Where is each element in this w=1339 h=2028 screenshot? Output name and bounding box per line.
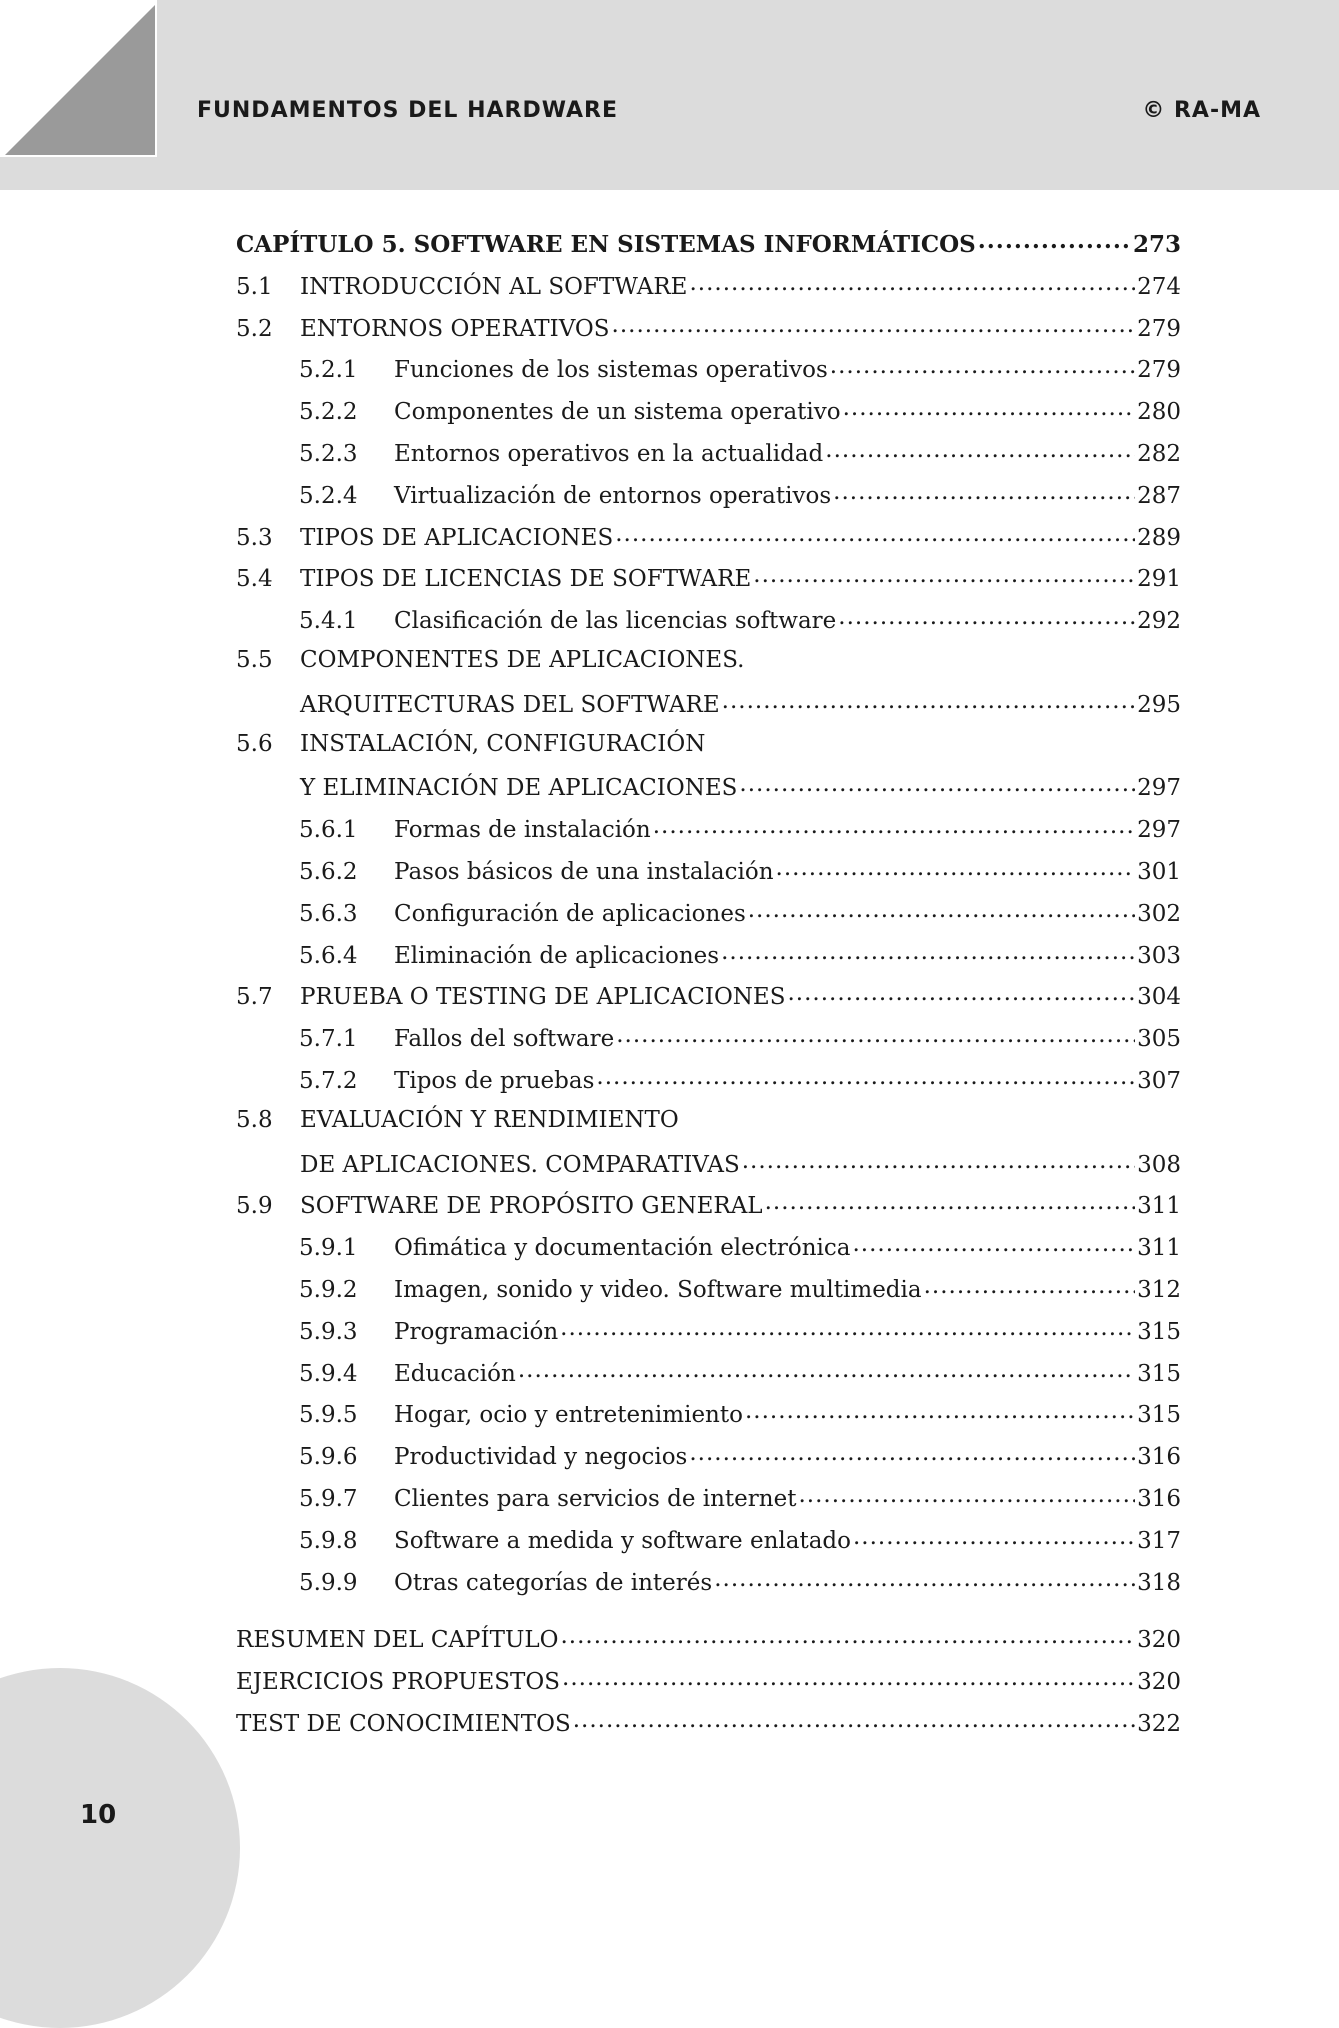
toc-entry-page: 301: [1137, 858, 1181, 885]
table-of-contents: [236, 229, 1181, 1750]
toc-chapter-row[interactable]: [236, 229, 1181, 271]
toc-subentry-row[interactable]: [236, 814, 1181, 856]
toc-subentry-row[interactable]: [236, 1399, 1181, 1441]
toc-leader-dots: [573, 1708, 1135, 1731]
toc-entry-number: 5.9.6: [299, 1444, 358, 1471]
toc-entry-title: Ofimática y documentación electrónica: [394, 1235, 851, 1262]
toc-entry-row-continued[interactable]: [236, 689, 1181, 731]
toc-entry-page: 295: [1137, 691, 1181, 718]
toc-entry-page: 312: [1137, 1276, 1181, 1303]
page-header-band: [0, 0, 1339, 190]
toc-entry-title: Clientes para servicios de internet: [394, 1485, 797, 1512]
toc-entry-page: 280: [1137, 399, 1181, 426]
toc-entry-row[interactable]: [236, 1190, 1181, 1232]
toc-entry-title-continued: DE APLICACIONES. COMPARATIVAS: [300, 1151, 740, 1178]
toc-entry-title: Configuración de aplicaciones: [394, 900, 746, 927]
toc-entry-title: Virtualización de entornos operativos: [394, 482, 832, 509]
running-header-title: FUNDAMENTOS DEL HARDWARE: [197, 98, 619, 123]
toc-leader-dots: [776, 856, 1136, 879]
toc-entry-page: 304: [1137, 984, 1181, 1011]
toc-leader-dots: [787, 981, 1135, 1004]
toc-entry-page: 292: [1137, 608, 1181, 635]
toc-entry-page: 315: [1137, 1360, 1181, 1387]
toc-entry-number: 5.9.8: [299, 1527, 358, 1554]
toc-entry-number: 5.2.1: [299, 357, 358, 384]
toc-leader-dots: [838, 605, 1135, 628]
toc-entry-page: 287: [1137, 482, 1181, 509]
toc-entry-number: 5.3: [236, 524, 273, 551]
toc-entry-title: ENTORNOS OPERATIVOS: [300, 315, 610, 342]
toc-closing-page: 320: [1137, 1627, 1181, 1654]
toc-entry-title-continued: ARQUITECTURAS DEL SOFTWARE: [300, 691, 720, 718]
toc-leader-dots: [518, 1358, 1135, 1381]
toc-leader-dots: [753, 563, 1135, 586]
toc-leader-dots: [843, 396, 1136, 419]
toc-leader-dots: [833, 480, 1135, 503]
toc-entry-number: 5.4: [236, 566, 273, 593]
toc-subentry-row[interactable]: [236, 1483, 1181, 1525]
toc-entry-title: Entornos operativos en la actualidad: [394, 440, 824, 467]
toc-leader-dots: [612, 313, 1136, 336]
toc-chapter-title: CAPÍTULO 5. SOFTWARE EN SISTEMAS INFORMÁTICOS: [236, 231, 976, 258]
toc-subentry-row[interactable]: [236, 1441, 1181, 1483]
toc-chapter-page: 273: [1132, 231, 1181, 258]
toc-subentry-row[interactable]: [236, 1358, 1181, 1400]
toc-entry-number: 5.6.3: [299, 900, 358, 927]
toc-entry-page: 315: [1137, 1402, 1181, 1429]
toc-entry-number: 5.7.1: [299, 1026, 358, 1053]
toc-entry-title: Fallos del software: [394, 1026, 615, 1053]
toc-entry-page: 308: [1137, 1151, 1181, 1178]
toc-entry-page: 315: [1137, 1318, 1181, 1345]
toc-entry-number: 5.9.9: [299, 1569, 358, 1596]
toc-entry-number: 5.9.7: [299, 1485, 358, 1512]
toc-leader-dots: [853, 1232, 1136, 1255]
corner-triangle-icon: [0, 0, 157, 157]
toc-entry-page: 311: [1137, 1193, 1181, 1220]
toc-leader-dots: [689, 1441, 1135, 1464]
toc-entry-number: 5.2: [236, 315, 273, 342]
toc-entry-row[interactable]: [236, 731, 1181, 773]
toc-subentry-row[interactable]: [236, 1316, 1181, 1358]
toc-leader-dots: [616, 1023, 1135, 1046]
toc-entry-title: Clasificación de las licencias software: [394, 608, 837, 635]
corner-circle-graphic: [0, 1668, 240, 2028]
running-header-publisher: © RA-MA: [1142, 98, 1261, 123]
toc-subentry-row[interactable]: [236, 438, 1181, 480]
toc-entry-title: Eliminación de aplicaciones: [394, 942, 720, 969]
toc-entry-page: 303: [1137, 942, 1181, 969]
toc-entry-title: EVALUACIÓN Y RENDIMIENTO: [300, 1106, 679, 1133]
toc-subentry-row[interactable]: [236, 1567, 1181, 1609]
toc-closing-title: TEST DE CONOCIMIENTOS: [236, 1710, 571, 1737]
toc-leader-dots: [560, 1316, 1135, 1339]
toc-leader-dots: [562, 1666, 1135, 1689]
toc-leader-dots: [714, 1567, 1135, 1590]
toc-leader-dots: [748, 898, 1135, 921]
toc-entry-page: 307: [1137, 1067, 1181, 1094]
corner-fold-graphic: [0, 0, 157, 157]
toc-subentry-row[interactable]: [236, 898, 1181, 940]
toc-subentry-row[interactable]: [236, 940, 1181, 982]
toc-entry-title: Formas de instalación: [394, 817, 651, 844]
toc-closing-entries: [236, 1624, 1181, 1749]
toc-leader-dots: [689, 271, 1135, 294]
toc-entry-title: TIPOS DE APLICACIONES: [300, 524, 614, 551]
toc-entries: [236, 271, 1181, 1609]
toc-entry-number: 5.7.2: [299, 1067, 358, 1094]
toc-entry-number: 5.9.5: [299, 1402, 358, 1429]
toc-subentry-row[interactable]: [236, 1023, 1181, 1065]
toc-leader-dots: [560, 1624, 1135, 1647]
toc-entry-page: 317: [1137, 1527, 1181, 1554]
toc-entry-number: 5.2.3: [299, 440, 358, 467]
toc-entry-row[interactable]: [236, 313, 1181, 355]
toc-subentry-row[interactable]: [236, 1274, 1181, 1316]
toc-entry-number: 5.6: [236, 730, 273, 757]
toc-entry-title: Educación: [394, 1360, 516, 1387]
toc-leader-dots: [615, 522, 1135, 545]
toc-entry-number: 5.2.4: [299, 482, 358, 509]
toc-entry-page: 282: [1137, 440, 1181, 467]
toc-leader-dots: [653, 814, 1135, 837]
toc-leader-dots: [739, 772, 1135, 795]
toc-subentry-row[interactable]: [236, 1232, 1181, 1274]
toc-entry-number: 5.8: [236, 1106, 273, 1133]
toc-entry-number: 5.6.2: [299, 858, 358, 885]
toc-entry-number: 5.9.4: [299, 1360, 358, 1387]
toc-subentry-row[interactable]: [236, 856, 1181, 898]
toc-leader-dots: [825, 438, 1135, 461]
toc-entry-number: 5.6.4: [299, 942, 358, 969]
toc-entry-row[interactable]: [236, 647, 1181, 689]
toc-entry-number: 5.9: [236, 1193, 273, 1220]
toc-entry-number: 5.4.1: [299, 608, 358, 635]
toc-entry-row[interactable]: [236, 981, 1181, 1023]
toc-entry-page: 279: [1137, 315, 1181, 342]
toc-entry-title: Funciones de los sistemas operativos: [394, 357, 828, 384]
page-number: 10: [80, 1800, 117, 1830]
toc-entry-number: 5.9.3: [299, 1318, 358, 1345]
toc-subentry-row[interactable]: [236, 1525, 1181, 1567]
toc-subentry-row[interactable]: [236, 480, 1181, 522]
toc-entry-page: 316: [1137, 1444, 1181, 1471]
toc-entry-title: Componentes de un sistema operativo: [394, 399, 841, 426]
toc-entry-number: 5.6.1: [299, 817, 358, 844]
toc-leader-dots: [853, 1525, 1135, 1548]
toc-entry-number: 5.1: [236, 273, 273, 300]
toc-subentry-row[interactable]: [236, 396, 1181, 438]
toc-leader-dots: [798, 1483, 1135, 1506]
toc-entry-page: 274: [1137, 273, 1181, 300]
toc-entry-title: Productividad y negocios: [394, 1444, 688, 1471]
toc-entry-row[interactable]: [236, 1107, 1181, 1149]
toc-closing-title: RESUMEN DEL CAPÍTULO: [236, 1627, 559, 1654]
toc-entry-page: 302: [1137, 900, 1181, 927]
toc-entry-page: 291: [1137, 566, 1181, 593]
toc-entry-title: INSTALACIÓN, CONFIGURACIÓN: [300, 730, 706, 757]
toc-entry-title: PRUEBA O TESTING DE APLICACIONES: [300, 984, 786, 1011]
toc-entry-page: 289: [1137, 524, 1181, 551]
toc-closing-row[interactable]: [236, 1666, 1181, 1708]
toc-entry-number: 5.9.1: [299, 1235, 358, 1262]
toc-leader-dots: [722, 689, 1135, 712]
toc-closing-row[interactable]: [236, 1624, 1181, 1666]
toc-entry-title: Programación: [394, 1318, 559, 1345]
toc-entry-title: Tipos de pruebas: [394, 1067, 595, 1094]
toc-entry-page: 297: [1137, 775, 1181, 802]
toc-leader-dots: [978, 229, 1131, 252]
toc-entry-title: Otras categorías de interés: [394, 1569, 713, 1596]
toc-leader-dots: [745, 1399, 1135, 1422]
toc-entry-page: 297: [1137, 817, 1181, 844]
toc-closing-page: 322: [1137, 1710, 1181, 1737]
toc-entry-row[interactable]: [236, 271, 1181, 313]
toc-leader-dots: [765, 1190, 1136, 1213]
toc-entry-page: 311: [1137, 1235, 1181, 1262]
toc-entry-row-continued[interactable]: [236, 772, 1181, 814]
toc-closing-page: 320: [1137, 1669, 1181, 1696]
toc-entry-title: COMPONENTES DE APLICACIONES.: [300, 646, 745, 673]
toc-entry-title: Hogar, ocio y entretenimiento: [394, 1402, 743, 1429]
toc-entry-title: TIPOS DE LICENCIAS DE SOFTWARE: [300, 566, 752, 593]
toc-entry-title: Software a medida y software enlatado: [394, 1527, 851, 1554]
toc-entry-title-continued: Y ELIMINACIÓN DE APLICACIONES: [300, 775, 738, 802]
toc-entry-row[interactable]: [236, 563, 1181, 605]
toc-leader-dots: [596, 1065, 1135, 1088]
toc-leader-dots: [830, 354, 1135, 377]
toc-entry-title: Pasos básicos de una instalación: [394, 858, 774, 885]
toc-entry-number: 5.2.2: [299, 399, 358, 426]
toc-entry-page: 305: [1137, 1026, 1181, 1053]
toc-entry-number: 5.7: [236, 984, 273, 1011]
toc-entry-title: SOFTWARE DE PROPÓSITO GENERAL: [300, 1193, 763, 1220]
toc-entry-number: 5.5: [236, 646, 273, 673]
toc-subentry-row[interactable]: [236, 605, 1181, 647]
toc-entry-row[interactable]: [236, 522, 1181, 564]
toc-closing-title: EJERCICIOS PROPUESTOS: [236, 1669, 561, 1696]
toc-subentry-row[interactable]: [236, 354, 1181, 396]
toc-leader-dots: [924, 1274, 1135, 1297]
toc-entry-page: 318: [1137, 1569, 1181, 1596]
toc-closing-row[interactable]: [236, 1708, 1181, 1750]
toc-entry-row-continued[interactable]: [236, 1149, 1181, 1191]
toc-entry-title: Imagen, sonido y video. Software multimedia: [394, 1276, 922, 1303]
toc-entry-number: 5.9.2: [299, 1276, 358, 1303]
toc-entry-title: INTRODUCCIÓN AL SOFTWARE: [300, 273, 688, 300]
toc-entry-page: 279: [1137, 357, 1181, 384]
toc-leader-dots: [742, 1149, 1135, 1172]
toc-leader-dots: [721, 940, 1135, 963]
toc-subentry-row[interactable]: [236, 1065, 1181, 1107]
toc-entry-page: 316: [1137, 1485, 1181, 1512]
